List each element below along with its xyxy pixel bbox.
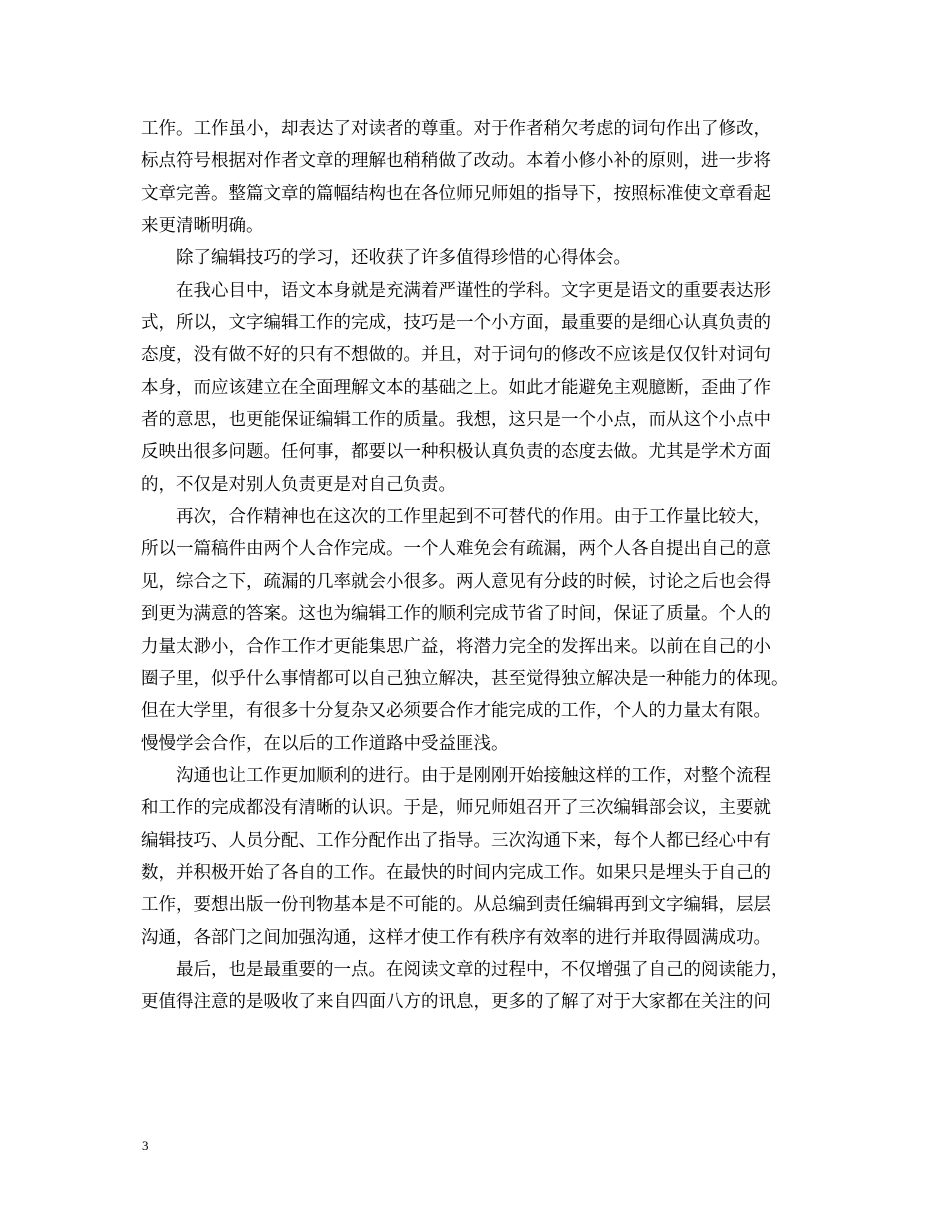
text-line: 见，综合之下，疏漏的几率就会小很多。两人意见有分歧的时候，讨论之后也会得	[141, 571, 771, 592]
text-line: 标点符号根据对作者文章的理解也稍稍做了改动。本着小修小补的原则，进一步将	[141, 151, 771, 172]
text-line: 和工作的完成都没有清晰的认识。于是，师兄师姐召开了三次编辑部会议，主要就	[141, 798, 771, 819]
text-line: 数，并积极开始了各自的工作。在最快的时间内完成工作。如果只是埋头于自己的	[141, 862, 771, 883]
text-line: 者的意思，也更能保证编辑工作的质量。我想，这只是一个小点，而从这个小点中	[141, 410, 771, 431]
text-line: 式，所以，文字编辑工作的完成，技巧是一个小方面，最重要的是细心认真负责的	[141, 313, 771, 334]
text-line: 来更清晰明确。	[141, 216, 264, 237]
text-line: 反映出很多问题。任何事，都要以一种积极认真负责的态度去做。尤其是学术方面	[141, 442, 771, 463]
text-line: 慢慢学会合作，在以后的工作道路中受益匪浅。	[141, 733, 509, 754]
text-line: 圈子里，似乎什么事情都可以自己独立解决，甚至觉得独立解决是一种能力的体现。	[141, 668, 789, 689]
text-line: 的，不仅是对别人负责更是对自己负责。	[141, 474, 456, 495]
text-line: 力量太渺小，合作工作才更能集思广益，将潜力完全的发挥出来。以前在自己的小	[141, 636, 771, 657]
body-text	[141, 113, 819, 1019]
text-line: 所以一篇稿件由两个人合作完成。一个人难免会有疏漏，两个人各自提出自己的意	[141, 539, 771, 560]
page-number: 3	[142, 1138, 149, 1153]
text-line: 工作，要想出版一份刊物基本是不可能的。从总编到责任编辑再到文字编辑，层层	[141, 895, 771, 916]
text-line: 态度，没有做不好的只有不想做的。并且，对于词句的修改不应该是仅仅针对词句	[141, 345, 771, 366]
text-line: 编辑技巧、人员分配、工作分配作出了指导。三次沟通下来，每个人都已经心中有	[141, 830, 771, 851]
text-line: 更值得注意的是吸收了来自四面八方的讯息，更多的了解了对于大家都在关注的问	[141, 992, 771, 1013]
text-line: 但在大学里，有很多十分复杂又必须要合作才能完成的工作，个人的力量太有限。	[141, 701, 771, 722]
text-line: 除了编辑技巧的学习，还收获了许多值得珍惜的心得体会。	[141, 248, 631, 269]
text-line: 最后，也是最重要的一点。在阅读文章的过程中，不仅增强了自己的阅读能力，	[141, 959, 789, 980]
text-line: 在我心目中，语文本身就是充满着严谨性的学科。文字更是语文的重要表达形	[141, 280, 771, 301]
text-line: 本身，而应该建立在全面理解文本的基础之上。如此才能避免主观臆断，歪曲了作	[141, 377, 771, 398]
text-line: 再次，合作精神也在这次的工作里起到不可替代的作用。由于工作量比较大，	[141, 507, 771, 528]
text-line: 文章完善。整篇文章的篇幅结构也在各位师兄师姐的指导下，按照标准使文章看起	[141, 183, 771, 204]
text-line: 工作。工作虽小，却表达了对读者的尊重。对于作者稍欠考虑的词句作出了修改，	[141, 119, 771, 139]
text-line: 沟通，各部门之间加强沟通，这样才使工作有秩序有效率的进行并取得圆满成功。	[141, 927, 771, 948]
text-line: 沟通也让工作更加顺利的进行。由于是刚刚开始接触这样的工作，对整个流程	[141, 765, 771, 786]
text-line: 到更为满意的答案。这也为编辑工作的顺利完成节省了时间，保证了质量。个人的	[141, 604, 771, 625]
